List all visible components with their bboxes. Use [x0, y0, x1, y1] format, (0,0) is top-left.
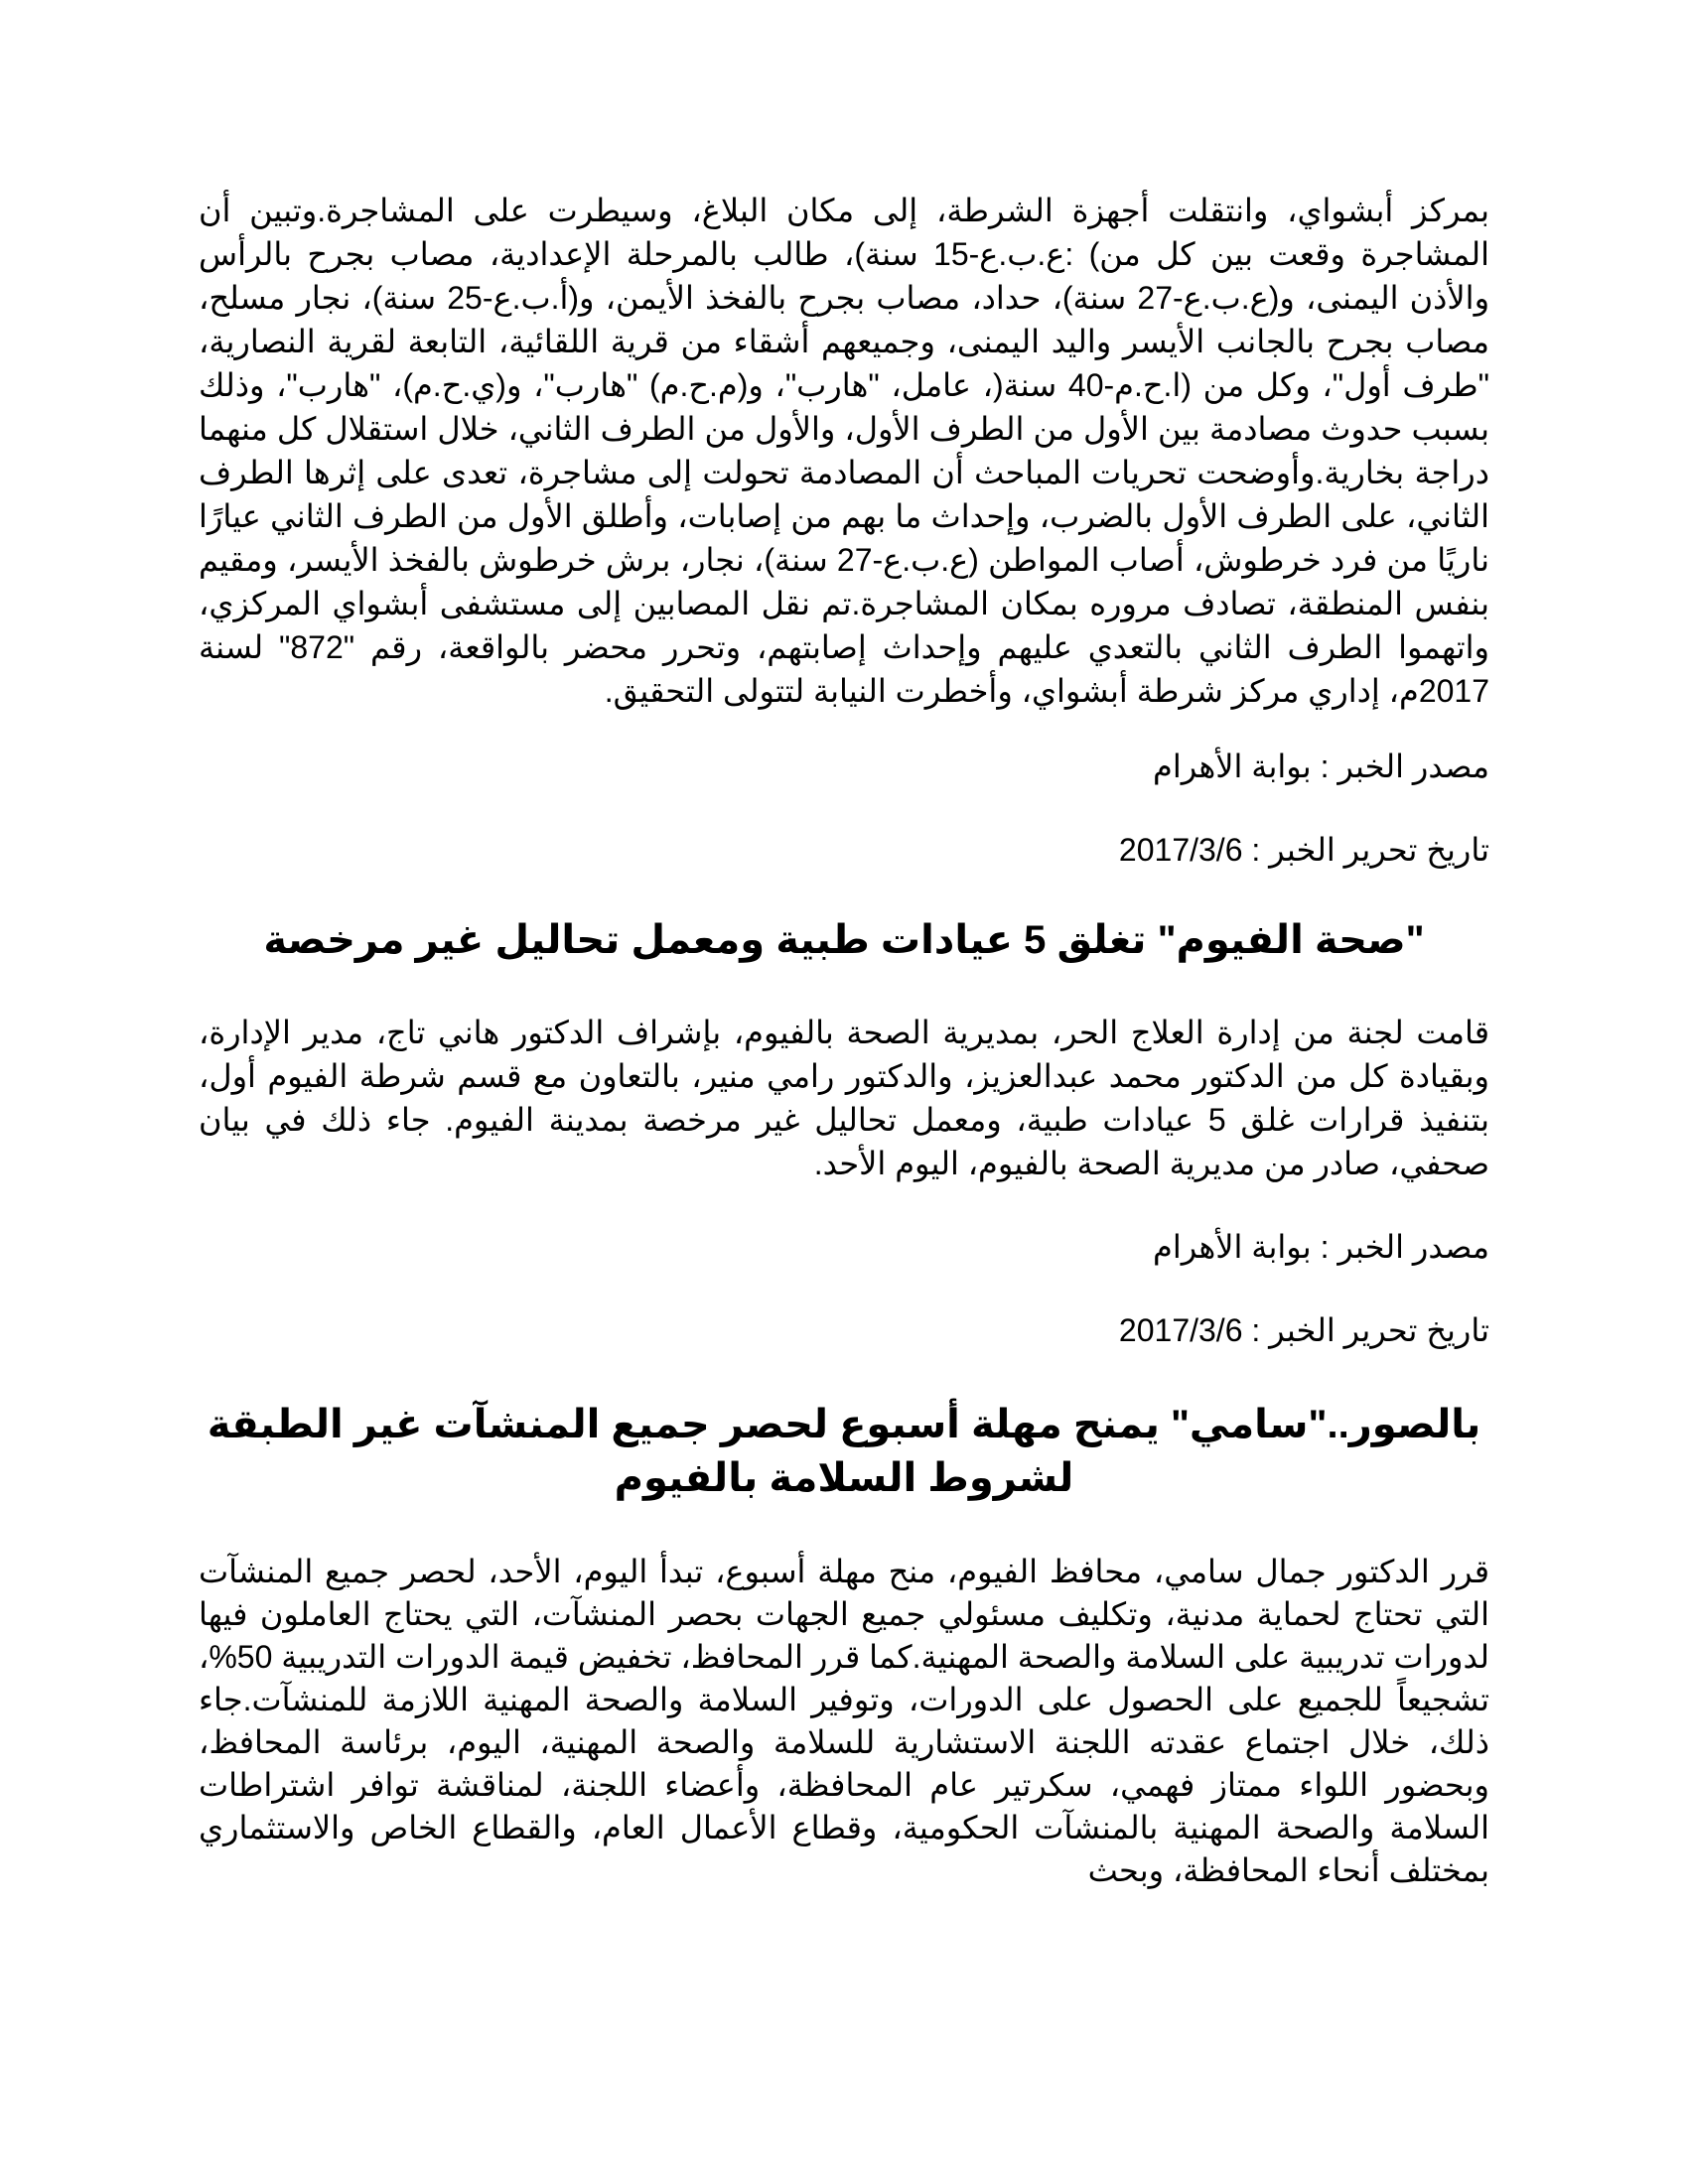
article-3-body: قرر الدكتور جمال سامي، محافظ الفيوم، منح مهلة أسبوع، تبدأ اليوم، الأحد، لحصر جميع المنشآت التي تحتاج لحماية مدنية، وتكليف مسئولي جميع الجهات بحصر المنشآت، التي يحتاج العاملون فيها لدورات تدريبية على السلامة والصحة المهنية.كما قرر المحافظ، تخفيض قيمة الدورات التدريبية 50%، تشجيعاً للجميع على الحصول على الدورات، وتوفير السلامة والصحة المهنية اللازمة للمنشآت.جاء ذلك، خلال اجتماع عقدته اللجنة الاستشارية للسلامة والصحة المهنية، اليوم، برئاسة المحافظ، وبحضور اللواء ممتاز فهمي، سكرتير عام المحافظة، وأعضاء اللجنة، لمناقشة توافر اشتراطات السلامة والصحة المهنية بالمنشآت الحكومية، وقطاع الأعمال العام، والقطاع الخاص والاستثماري بمختلف أنحاء المحافظة، وبحث: [199, 1554, 1490, 1888]
article-3-headline: بالصور.."سامي" يمنح مهلة أسبوع لحصر جميع المنشآت غير الطبقة لشروط السلامة بالفيوم: [207, 1403, 1481, 1500]
document-page: [199, 189, 1489, 1892]
article-2-source: مصدر الخبر : بوابة الأهرام: [1153, 1229, 1489, 1265]
article-1-date: تاريخ تحرير الخبر : 2017/3/6: [1118, 832, 1489, 868]
article-1-source: مصدر الخبر : بوابة الأهرام: [1153, 749, 1489, 784]
article-1-body: بمركز أبشواي، وانتقلت أجهزة الشرطة، إلى مكان البلاغ، وسيطرت على المشاجرة.وتبين أن المشاجرة وقعت بين كل من) :ع.ب.ع-15 سنة)، طالب بالمرحلة الإعدادية، مصاب بجرح بالرأس والأذن اليمنى، و(ع.ب.ع-27 سنة)، حداد، مصاب بجرح بالفخذ الأيمن، و(أ.ب.ع-25 سنة)، نجار مسلح، مصاب بجرح بالجانب الأيسر واليد اليمنى، وجميعهم أشقاء من قرية اللقائية، التابعة لقرية النصارية، "طرف أول"، وكل من (ا.ح.م-40 سنة(، عامل، "هارب"، و(م.ح.م) "هارب"، و(ي.ح.م)، "هارب"، وذلك بسبب حدوث مصادمة بين الأول من الطرف الأول، والأول من الطرف الثاني، خلال استقلال كل منهما دراجة بخارية.وأوضحت تحريات المباحث أن المصادمة تحولت إلى مشاجرة، تعدى على إثرها الطرف الثاني، على الطرف الأول بالضرب، وإحداث ما بهم من إصابات، وأطلق الأول من الطرف الثاني عيارًا ناريًا من فرد خرطوش، أصاب المواطن (ع.ب.ع-27 سنة)، نجار، برش خرطوش بالفخذ الأيسر، ومقيم بنفس المنطقة، تصادف مروره بمكان المشاجرة.تم نقل المصابين إلى مستشفى أبشواي المركزي، واتهموا الطرف الثاني بالتعدي عليهم وإحداث إصابتهم، وتحرر محضر بالواقعة، رقم "872" لسنة 2017م، إداري مركز شرطة أبشواي، وأخطرت النيابة لتتولى التحقيق.: [199, 193, 1490, 709]
article-2-date: تاريخ تحرير الخبر : 2017/3/6: [1118, 1312, 1489, 1348]
article-2-headline: "صحة الفيوم" تغلق 5 عيادات طبية ومعمل تحاليل غير مرخصة: [263, 918, 1425, 962]
article-2-body: قامت لجنة من إدارة العلاج الحر، بمديرية الصحة بالفيوم، بإشراف الدكتور هاني تاج، مدير الإدارة، وبقيادة كل من الدكتور محمد عبدالعزيز، والدكتور رامي منير، بالتعاون مع قسم شرطة الفيوم أول، بتنفيذ قرارات غلق 5 عيادات طبية، ومعمل تحاليل غير مرخصة بمدينة الفيوم. جاء ذلك في بيان صحفي، صادر من مديرية الصحة بالفيوم، اليوم الأحد.: [199, 1015, 1490, 1181]
